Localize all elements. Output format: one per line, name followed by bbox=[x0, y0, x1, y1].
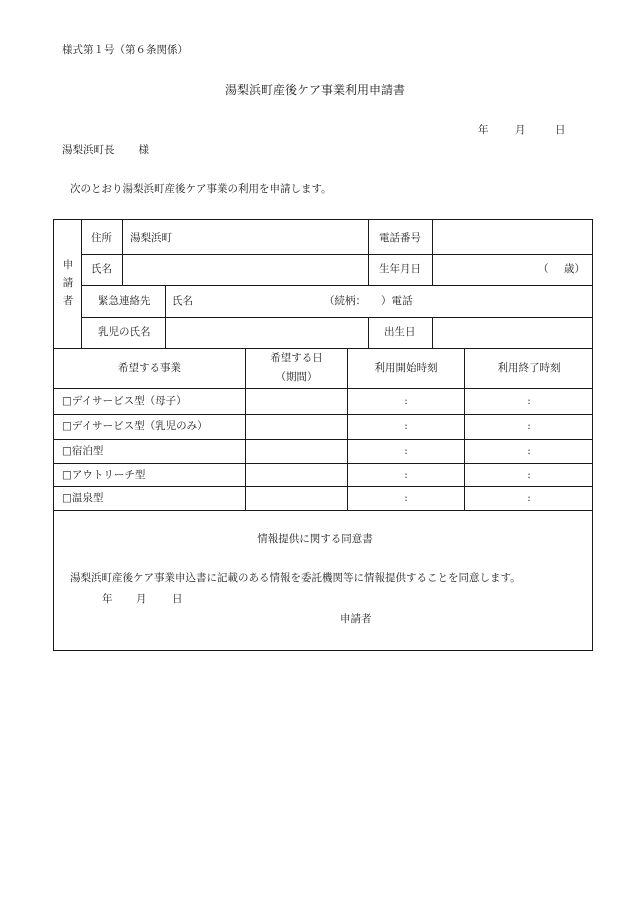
service-option-day-mother-child[interactable]: □デイサービス型（母子） bbox=[62, 395, 187, 407]
consent-date-month: 月 bbox=[136, 593, 147, 605]
row-divider bbox=[54, 348, 593, 349]
col-divider bbox=[432, 220, 433, 285]
end-time-separator: : bbox=[527, 469, 531, 481]
age-open-paren: （ bbox=[538, 263, 549, 275]
addressee bbox=[62, 145, 149, 156]
emergency-contact-label: 緊急連絡先 bbox=[98, 295, 151, 307]
name-field[interactable] bbox=[124, 255, 367, 284]
date-day-label: 日 bbox=[555, 124, 566, 136]
service-option-day-infant-only[interactable]: □デイサービス型（乳児のみ） bbox=[62, 420, 208, 432]
end-time-header: 利用終了時刻 bbox=[497, 362, 561, 374]
emergency-name-label: 氏名 bbox=[172, 295, 193, 307]
consent-text: 湯梨浜町産後ケア事業申込書に記載のある情報を委託機関等に情報提供することを同意します。 bbox=[70, 572, 521, 584]
col-divider bbox=[81, 220, 82, 348]
intro-text: 次のとおり湯梨浜町産後ケア事業の利用を申請します。 bbox=[70, 183, 332, 195]
col-divider bbox=[122, 220, 123, 285]
addressee-honorific: 様 bbox=[138, 144, 149, 156]
row-divider bbox=[54, 486, 593, 487]
service-header: 希望する事業 bbox=[118, 362, 181, 374]
row-divider bbox=[54, 510, 593, 511]
birthdate-label: 生年月日 bbox=[379, 263, 421, 275]
service-option-hot-spring[interactable]: □温泉型 bbox=[62, 492, 104, 504]
phone-field[interactable] bbox=[434, 221, 592, 253]
relation-label: （続柄： bbox=[324, 295, 366, 307]
col-divider bbox=[368, 220, 369, 285]
application-form-table bbox=[53, 219, 593, 651]
date-month-label: 月 bbox=[515, 124, 526, 136]
relation-phone-label: ）電話 bbox=[381, 295, 413, 307]
birth-date-label: 出生日 bbox=[384, 326, 416, 338]
end-time-separator: : bbox=[527, 445, 531, 457]
service-option-outreach[interactable]: □アウトリーチ型 bbox=[62, 469, 146, 481]
date-header-line2: （期間） bbox=[275, 371, 318, 383]
consent-applicant-label: 申請者 bbox=[340, 613, 372, 625]
addressee-name: 湯梨浜町長 bbox=[62, 144, 115, 156]
consent-date-day: 日 bbox=[172, 593, 183, 605]
end-time-separator: : bbox=[527, 395, 531, 407]
row-divider bbox=[81, 285, 593, 286]
row-divider bbox=[54, 414, 593, 415]
infant-name-field[interactable] bbox=[167, 318, 367, 347]
end-time-separator: : bbox=[527, 420, 531, 432]
birth-date-field[interactable] bbox=[434, 318, 592, 347]
start-time-separator: : bbox=[404, 445, 408, 457]
address-label: 住所 bbox=[91, 232, 112, 244]
infant-name-label: 乳児の氏名 bbox=[98, 326, 151, 338]
start-time-separator: : bbox=[404, 469, 408, 481]
start-time-separator: : bbox=[404, 492, 408, 504]
page-title: 湯梨浜町産後ケア事業利用申請書 bbox=[224, 83, 405, 97]
row-divider bbox=[54, 463, 593, 464]
end-time-separator: : bbox=[527, 492, 531, 504]
start-time-separator: : bbox=[404, 420, 408, 432]
consent-date-year: 年 bbox=[102, 593, 113, 605]
phone-label: 電話番号 bbox=[379, 232, 421, 244]
service-option-overnight[interactable]: □宿泊型 bbox=[62, 445, 104, 457]
form-number: 様式第１号（第６条関係） bbox=[62, 44, 188, 56]
address-value: 湯梨浜町 bbox=[130, 232, 172, 244]
applicant-section-label: 申請者 bbox=[62, 259, 74, 307]
row-divider bbox=[54, 388, 593, 389]
name-label: 氏名 bbox=[91, 263, 112, 275]
start-time-header: 利用開始時刻 bbox=[374, 362, 438, 374]
start-time-separator: : bbox=[404, 395, 408, 407]
row-divider bbox=[54, 439, 593, 440]
age-unit: 歳） bbox=[564, 263, 585, 275]
date-year-label: 年 bbox=[478, 124, 489, 136]
consent-title: 情報提供に関する同意書 bbox=[257, 533, 373, 545]
col-divider bbox=[432, 317, 433, 348]
col-divider bbox=[165, 285, 166, 348]
col-divider bbox=[368, 317, 369, 348]
date-header-line1: 希望する日 bbox=[270, 352, 323, 364]
